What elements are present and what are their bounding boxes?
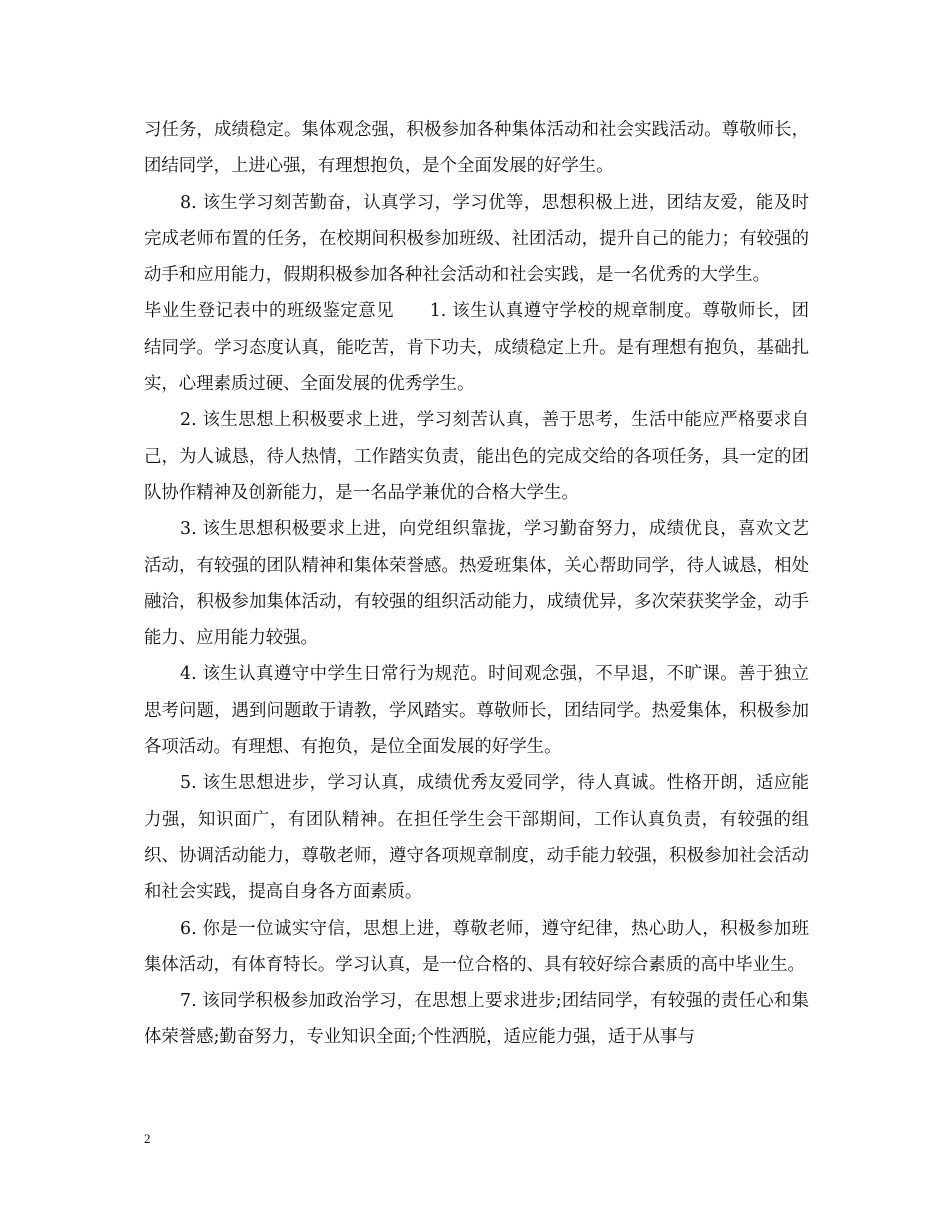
page-number: 2	[144, 1131, 151, 1146]
paragraph: 毕业生登记表中的班级鉴定意见 1. 该生认真遵守学校的规章制度。尊敬师长，团结同学。学习态度认真，能吃苦，肯下功夫，成绩稳定上升。是有理想有抱负，基础扎实，心理素质过硬、全面发展的优秀学生。	[144, 301, 809, 395]
paragraph: 4. 该生认真遵守中学生日常行为规范。时间观念强，不早退，不旷课。善于独立思考问题，遇到问题敢于请教，学风踏实。尊敬师长，团结同学。热爱集体，积极参加各项活动。有理想、有抱负，是位全面发展的好学生。	[144, 664, 809, 758]
paragraph: 2. 该生思想上积极要求上进，学习刻苦认真，善于思考，生活中能应严格要求自己，为人诚恳，待人热情，工作踏实负责，能出色的完成交给的各项任务，具一定的团队协作精神及创新能力，是一名品学兼优的合格大学生。	[144, 410, 809, 503]
paragraph: 7. 该同学积极参加政治学习，在思想上要求进步;团结同学，有较强的责任心和集体荣誉感;勤奋努力，专业知识全面;个性洒脱，适应能力强，适于从事与	[144, 991, 809, 1048]
paragraph: 习任务，成绩稳定。集体观念强，积极参加各种集体活动和社会实践活动。尊敬师长，团结同学，上进心强，有理想抱负，是个全面发展的好学生。	[144, 120, 809, 177]
paragraph: 3. 该生思想积极要求上进，向党组织靠拢，学习勤奋努力，成绩优良，喜欢文艺活动，有较强的团队精神和集体荣誉感。热爱班集体，关心帮助同学，待人诚恳，相处融洽，积极参加集体活动，有较强的组织活动能力，成绩优异，多次荣获奖学金，动手能力、应用能力较强。	[144, 519, 809, 649]
document-body	[144, 112, 809, 1056]
paragraph: 6. 你是一位诚实守信，思想上进，尊敬老师，遵守纪律，热心助人，积极参加班集体活动，有体育特长。学习认真，是一位合格的、具有较好综合素质的高中毕业生。	[144, 918, 809, 975]
paragraph: 8. 该生学习刻苦勤奋，认真学习，学习优等，思想积极上进，团结友爱，能及时完成老师布置的任务，在校期间积极参加班级、社团活动，提升自己的能力；有较强的动手和应用能力，假期积极参加各种社会活动和社会实践，是一名优秀的大学生。	[144, 192, 809, 286]
paragraph: 5. 该生思想进步，学习认真，成绩优秀友爱同学，待人真诚。性格开朗，适应能力强，知识面广，有团队精神。在担任学生会干部期间，工作认真负责，有较强的组织、协调活动能力，尊敬老师，遵守各项规章制度，动手能力较强，积极参加社会活动和社会实践，提高自身各方面素质。	[144, 773, 809, 903]
